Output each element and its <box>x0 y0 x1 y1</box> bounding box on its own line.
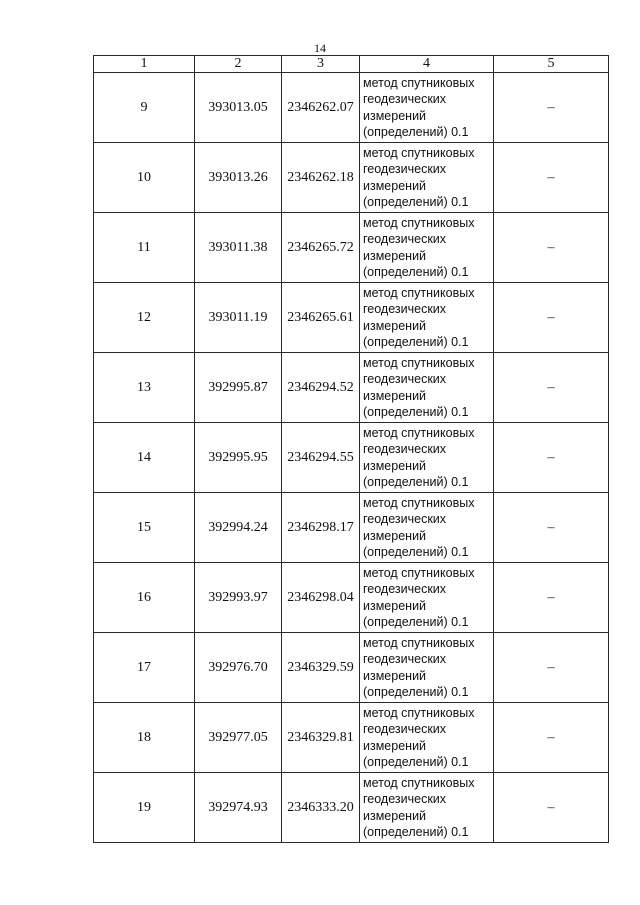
point-number-cell: 19 <box>94 773 195 843</box>
table-row <box>94 493 609 563</box>
x-coordinate-cell: 392994.24 <box>195 493 282 563</box>
coordinates-table <box>93 55 609 843</box>
point-number-cell: 16 <box>94 563 195 633</box>
x-coordinate-cell: 392995.87 <box>195 353 282 423</box>
method-cell: метод спутниковых геодезических измерений (определений) 0.1 <box>360 423 494 493</box>
method-cell: метод спутниковых геодезических измерений (определений) 0.1 <box>360 633 494 703</box>
y-coordinate-cell: 2346265.61 <box>282 283 360 353</box>
column-header: 4 <box>360 56 494 73</box>
note-cell: – <box>494 703 609 773</box>
table-row <box>94 213 609 283</box>
table-header-row <box>94 56 609 73</box>
method-cell: метод спутниковых геодезических измерений (определений) 0.1 <box>360 493 494 563</box>
page-number: 14 <box>314 41 326 55</box>
note-cell: – <box>494 563 609 633</box>
method-cell: метод спутниковых геодезических измерений (определений) 0.1 <box>360 703 494 773</box>
y-coordinate-cell: 2346298.17 <box>282 493 360 563</box>
x-coordinate-cell: 393013.05 <box>195 73 282 143</box>
y-coordinate-cell: 2346294.52 <box>282 353 360 423</box>
x-coordinate-cell: 392993.97 <box>195 563 282 633</box>
point-number-cell: 10 <box>94 143 195 213</box>
point-number-cell: 15 <box>94 493 195 563</box>
point-number-cell: 14 <box>94 423 195 493</box>
method-cell: метод спутниковых геодезических измерений (определений) 0.1 <box>360 773 494 843</box>
table-row <box>94 773 609 843</box>
x-coordinate-cell: 393013.26 <box>195 143 282 213</box>
x-coordinate-cell: 392977.05 <box>195 703 282 773</box>
method-cell: метод спутниковых геодезических измерений (определений) 0.1 <box>360 283 494 353</box>
y-coordinate-cell: 2346329.59 <box>282 633 360 703</box>
table-row <box>94 143 609 213</box>
method-cell: метод спутниковых геодезических измерений (определений) 0.1 <box>360 353 494 423</box>
x-coordinate-cell: 392976.70 <box>195 633 282 703</box>
table-row <box>94 73 609 143</box>
table-row <box>94 633 609 703</box>
note-cell: – <box>494 213 609 283</box>
note-cell: – <box>494 493 609 563</box>
point-number-cell: 9 <box>94 73 195 143</box>
point-number-cell: 11 <box>94 213 195 283</box>
x-coordinate-cell: 393011.19 <box>195 283 282 353</box>
table-row <box>94 703 609 773</box>
note-cell: – <box>494 143 609 213</box>
x-coordinate-cell: 392995.95 <box>195 423 282 493</box>
y-coordinate-cell: 2346333.20 <box>282 773 360 843</box>
y-coordinate-cell: 2346298.04 <box>282 563 360 633</box>
point-number-cell: 17 <box>94 633 195 703</box>
method-cell: метод спутниковых геодезических измерений (определений) 0.1 <box>360 213 494 283</box>
table-row <box>94 423 609 493</box>
column-header: 3 <box>282 56 360 73</box>
table-row <box>94 563 609 633</box>
y-coordinate-cell: 2346262.18 <box>282 143 360 213</box>
x-coordinate-cell: 392974.93 <box>195 773 282 843</box>
table-row <box>94 283 609 353</box>
point-number-cell: 13 <box>94 353 195 423</box>
note-cell: – <box>494 353 609 423</box>
note-cell: – <box>494 773 609 843</box>
note-cell: – <box>494 423 609 493</box>
y-coordinate-cell: 2346329.81 <box>282 703 360 773</box>
table-body <box>94 56 609 843</box>
column-header: 5 <box>494 56 609 73</box>
y-coordinate-cell: 2346262.07 <box>282 73 360 143</box>
point-number-cell: 18 <box>94 703 195 773</box>
column-header: 1 <box>94 56 195 73</box>
note-cell: – <box>494 633 609 703</box>
column-header: 2 <box>195 56 282 73</box>
point-number-cell: 12 <box>94 283 195 353</box>
note-cell: – <box>494 283 609 353</box>
method-cell: метод спутниковых геодезических измерений (определений) 0.1 <box>360 143 494 213</box>
note-cell: – <box>494 73 609 143</box>
y-coordinate-cell: 2346294.55 <box>282 423 360 493</box>
x-coordinate-cell: 393011.38 <box>195 213 282 283</box>
method-cell: метод спутниковых геодезических измерений (определений) 0.1 <box>360 563 494 633</box>
method-cell: метод спутниковых геодезических измерений (определений) 0.1 <box>360 73 494 143</box>
y-coordinate-cell: 2346265.72 <box>282 213 360 283</box>
table-row <box>94 353 609 423</box>
